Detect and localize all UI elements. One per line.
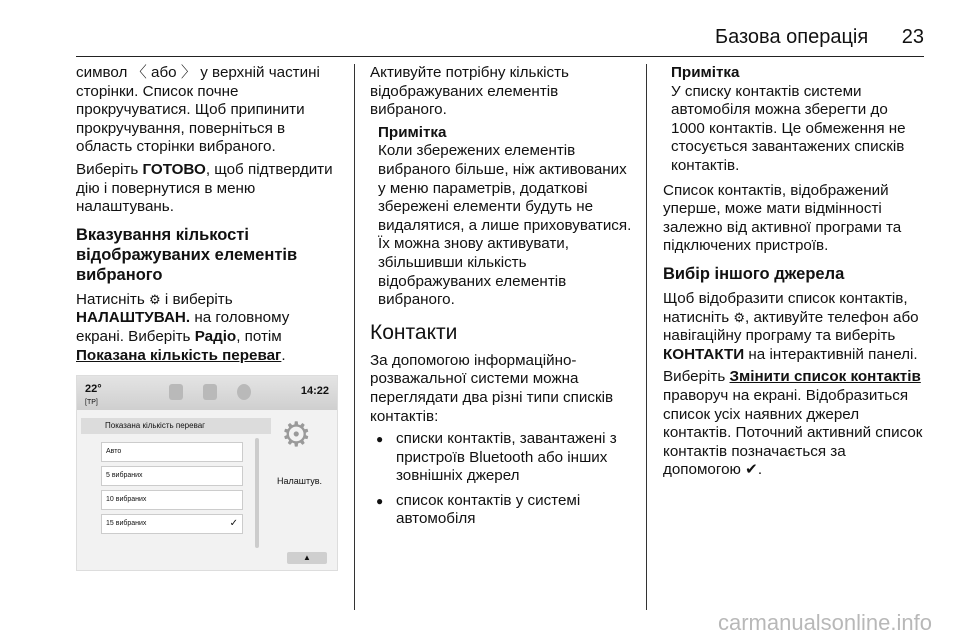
bold-term: Змінити список контактів bbox=[729, 368, 921, 386]
header-rule bbox=[76, 56, 924, 57]
text: Щоб відобразити список контактів, натисніть bbox=[663, 289, 908, 326]
column-divider-2 bbox=[646, 64, 647, 610]
status-bar bbox=[77, 376, 337, 410]
column-1 bbox=[76, 64, 338, 571]
text: і виберіть bbox=[160, 290, 233, 308]
column-divider-1 bbox=[354, 64, 355, 610]
paragraph: Активуйте потрібну кількість відображуваних елементів вибраного. bbox=[370, 64, 569, 119]
list-item: ● списки контактів, завантажені з пристроїв Bluetooth або інших зовнішніх джерел bbox=[370, 430, 632, 486]
tp-indicator: [TP] bbox=[85, 399, 98, 407]
paragraph: символ 〈 або 〉 у верхній частині сторінки. Список почне прокручуватися. Щоб припинити прокручування, поверніться в область сторінки вибраного. bbox=[76, 64, 320, 156]
paragraph: За допомогою інформаційно-розважальної системи можна переглядати два різні типи списків контактів: bbox=[370, 351, 614, 425]
globe-icon bbox=[237, 384, 251, 400]
bold-term: Радіо bbox=[194, 327, 237, 345]
page-number: 23 bbox=[901, 26, 924, 48]
text: , потім bbox=[236, 327, 282, 345]
list-item[interactable] bbox=[101, 466, 243, 486]
text: , активуйте телефон або навігаційну програму та виберіть bbox=[663, 308, 919, 345]
note-title: Примітка bbox=[671, 64, 740, 81]
text: на головному екрані. Виберіть bbox=[76, 309, 290, 345]
settings-label: Налаштув. bbox=[277, 476, 322, 487]
temperature: 22° bbox=[85, 383, 102, 396]
clock: 14:22 bbox=[300, 385, 329, 398]
bold-term: Показана кількість переваг bbox=[76, 346, 282, 364]
bullet-list bbox=[370, 430, 632, 529]
text: , щоб підтвердити дію і повернутися в меню налаштувань. bbox=[76, 160, 333, 216]
column-2 bbox=[370, 64, 632, 535]
scroll-up-button[interactable]: ▲ bbox=[287, 552, 327, 564]
note-box bbox=[378, 124, 632, 310]
settings-gear-icon[interactable]: ⚙ bbox=[281, 416, 312, 455]
list-item: ● список контактів у системі автомобіля bbox=[370, 492, 632, 529]
list-item-label: 10 вибраних bbox=[106, 496, 147, 504]
section-heading: Вибір іншого джерела bbox=[663, 264, 845, 283]
bold-term: КОНТАКТИ bbox=[663, 345, 745, 363]
paragraph bbox=[76, 291, 338, 365]
text: Виберіть bbox=[663, 368, 730, 386]
paragraph bbox=[663, 368, 925, 480]
list-item-label: 15 вибраних bbox=[106, 520, 147, 528]
check-icon: ✔ bbox=[745, 461, 758, 479]
bold-term: ГОТОВО bbox=[142, 160, 206, 178]
note-box bbox=[671, 64, 925, 176]
phone-icon bbox=[203, 384, 217, 400]
column-3 bbox=[663, 64, 925, 484]
section-heading: Контакти bbox=[370, 320, 458, 344]
text: Натисніть bbox=[76, 290, 149, 308]
list-item[interactable] bbox=[101, 490, 243, 510]
page-header bbox=[715, 26, 924, 49]
note-text: Коли збережених елементів вибраного більше, ніж активованих у меню параметрів, додаткові збережені елементи будуть не видалятися, а лише приховуватися. Їх можна знову активувати, збільшивши кількість відображуваних елементів вибраного. bbox=[378, 142, 632, 309]
text: . bbox=[757, 461, 763, 479]
list-title: Показана кількість переваг bbox=[81, 418, 271, 434]
paragraph: Список контактів, відображений уперше, може мати відмінності залежно від активної програми та підключених пристроїв. bbox=[663, 181, 902, 255]
note-title: Примітка bbox=[378, 123, 447, 141]
music-icon bbox=[169, 384, 183, 400]
text: Виберіть bbox=[76, 160, 143, 178]
text: на інтерактивній панелі. bbox=[744, 345, 918, 363]
section-heading: Вказування кількості відображуваних елементів вибраного bbox=[76, 225, 298, 284]
text: . bbox=[281, 346, 286, 364]
page-title: Базова операція bbox=[714, 26, 869, 48]
check-icon: ✓ bbox=[229, 518, 238, 530]
watermark: carmanualsonline.info bbox=[717, 610, 932, 635]
list-item[interactable] bbox=[101, 442, 243, 462]
paragraph bbox=[663, 290, 925, 364]
infotainment-screenshot bbox=[76, 375, 338, 571]
gear-icon: ⚙ bbox=[148, 291, 161, 307]
paragraph bbox=[76, 161, 338, 217]
gear-icon: ⚙ bbox=[733, 309, 746, 325]
bold-term: НАЛАШТУВАН. bbox=[76, 309, 191, 327]
list-item[interactable] bbox=[101, 514, 243, 534]
list-item-label: 5 вибраних bbox=[106, 472, 143, 480]
note-text: У списку контактів системи автомобіля можна зберегти до 1000 контактів. Це обмеження не стосується завантажених списків контактів. bbox=[671, 82, 906, 174]
text: праворуч на екрані. Відобразиться список усіх наявних джерел контактів. Поточний активний список контактів позначається за допомогою bbox=[663, 386, 923, 479]
scrollbar[interactable] bbox=[255, 438, 259, 548]
list-item-label: Авто bbox=[106, 448, 122, 456]
